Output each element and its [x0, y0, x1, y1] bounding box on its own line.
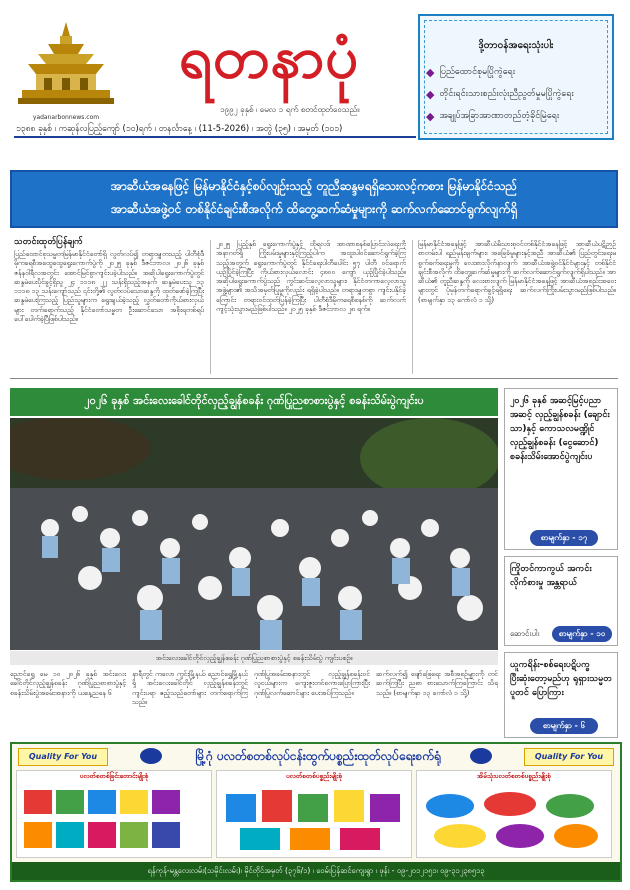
ad-panel-title: ပလတ်စတစ်ပစ္စည်းမျိုးစုံ — [285, 772, 343, 780]
company-logo-icon — [470, 748, 492, 764]
feature-column-1: ညောင်ရွှေ မေ ၁၀ ၂၀၂၆ ခုနှစ် အင်းလေးခေါင်တိုင်လှည့်ချွန်စခန်း ဂုဏ်ပြုညစာစားပွဲနှင့် စခန်းသိမ်းပွဲအခမ်းအနားကို ယနေ့ညနေ ၆ — [10, 670, 126, 697]
feature-column-3: ဂုဏ်ပြုအခမ်းအနားတွင် လှည့်ချွန်စခန်းဝင် လူငယ်များက ကျေးဇူးတင်စကားပြောကြားပြီး ဂုဏ်ပြုလက်ဆောင်များ ပေးအပ်ကြသည်။ — [254, 670, 370, 697]
slogan-item: ◆ အချုပ်အခြာအာဏာတည်တံ့ခိုင်မြဲရေး — [426, 110, 560, 123]
article-byline: သတင်းထုတ်ပြန်ချက် — [14, 237, 83, 247]
ad-title: မြို့ဂုံ ပလတ်စတစ်လုပ်ငန်းထွက်ပစ္စည်းထုတ်လုပ်ရေးစက်ရုံ — [195, 749, 441, 763]
feature-photo — [10, 418, 498, 650]
headline-text — [18, 175, 610, 221]
sidebar-box-2-text: ကြိုတင်ကာကွယ် အကင်းလိုက်စားမှု အန္တရာယ် — [510, 564, 592, 588]
column-divider — [210, 240, 211, 374]
feature-headline: ၂၀၂၆ ခုနှစ် အင်းလေးခေါင်တိုင်လှည့်ချွန်စခန်း ဂုဏ်ပြုညစာစားပွဲနှင့် စခန်းသိမ်းပွဲကျင်းပ — [84, 394, 424, 407]
article-column-1: ပြည်ထောင်စုသမ္မတမြန်မာနိုင်ငံတော်ရှိ လွတ်လပ်၍ တရားမျှတသည့် ပါတီစုံဒီမိုကရေစီအထွေထွေရွေးကောက်ပွဲကို ၂၀၂၅ ခုနှစ် ဒီဇင်ဘာလ၊ ၂၀၂၆ ခုနှစ် ဇန်နဝါရီလအတွင်း အောင်မြင်စွာကျင်းပခဲ့ပါသည်။ အဆိုပါရွေးကောက်ပွဲတွင် ဆန္ဒမဲပေးပိုင်ခွင့်ရှိသူ ၂၄ ၁၁၁၈ ၂၂ သန်းရှိသည့်အနက် ဆန္ဒမဲပေးသူ ၁၃ ၁၁၁၈ ၁၃ သန်းကျော်သည် ၎င်းတို့၏ လွတ်လပ်သောဆန္ဒကို ထုတ်ဖော်ခဲ့ကြပြီး ဆန္ဒမဲပေးကြသည့် ပြည်သူများက ရွေးချယ်ခဲ့သည့် လွှတ်တော်ကိုယ်စားလှယ်များ တက်ရောက်သည့် နိုင်ငံတော်သမ္မတ ဦးဆောင်သော အစိုးရတစ်ရပ် ပေါ်ပေါက်ခဲ့ပြီဖြစ်ပါသည်။ — [14, 250, 204, 324]
pagoda-emblem-icon — [14, 18, 118, 110]
slogan-item: ◆ တိုင်းရင်းသားစည်းလုံးညီညွတ်မှုမပြိုကွဲရေး — [426, 88, 574, 101]
ad-badge-right: Quality For You — [524, 748, 614, 766]
newspaper-title: ရတနာပုံ — [178, 23, 360, 91]
headline-line-1: အာဆီယံအနေဖြင့် မြန်မာနိုင်ငံနှင့်စပ်လျဉ်းသည့် တူညီဆန္ဒမရရှိသေးလင့်ကစား မြန်မာနိုင်ငံသည် — [110, 179, 518, 193]
diamond-bullet-icon: ◆ — [426, 110, 435, 123]
ad-panel-title: ပလတ်စတစ်ခြင်းတောင်းမျိုးစုံ — [79, 772, 149, 780]
containers-image — [220, 784, 408, 856]
slogan-title: ဒို့တာဝန်အရေးသုံးပါး — [478, 40, 554, 51]
founded-line: ၁၉၉၂ ခုနှစ် ၊ မေလ ၁ ရက် စတင်ထုတ်ဝေသည်။ — [220, 105, 360, 114]
household-items-image — [420, 784, 608, 856]
photo-caption: အင်းလေးခေါင်တိုင်လှည့်ချွန်စခန်း ဂုဏ်ပြုညစာစားပွဲနှင့် စခန်းသိမ်းပွဲ ကျင်းပစဉ်။ — [10, 651, 498, 665]
website-url: yadanarbonnews.com — [32, 114, 100, 121]
column-divider — [412, 240, 413, 374]
headline-line-2: အာဆီယံအဖွဲ့ဝင် တစ်နိုင်ငံချင်းစီအလိုက် ထိတွေ့ဆက်ဆံမှုများကို ဆက်လက်ဆောင်ရွက်လျက်ရှိ — [110, 202, 518, 216]
issue-info: ၁၃၈၈ ခုနှစ် ၊ ကဆုန်လပြည့်ကျော် (၁၀)ရက် ၊ တနင်္လာနေ့ ၊ (11-5-2026) ၊ အတွဲ (၃၅) ၊ အမှတ် (၁၀၁) — [16, 124, 343, 134]
diamond-bullet-icon: ◆ — [426, 88, 435, 101]
section-divider — [10, 378, 618, 379]
sidebar-box-3-text: ယူကရိန်း-စစ်ရေးပဋိပက္ခ ပြီးဆုံးတော့မည်ဟု ရုရှားသမ္မတ ပူတင် ပြောကြား — [510, 660, 612, 698]
article-column-2: ၂၀၂၅ ပြည့်နှစ် ရွေးကောက်ပွဲနှင့် ထိုရလဒ် အာဏာစနစ်ပြောင်းလဲရေးကို အနာဂတ်ရှိ ကြိုးပမ်းမှုများနှင့်ကြည့်ပါက အထူးပါဝင်ဆောင်ရွက်ခဲ့ကြသည့်အတွက် ရွေးကောက်ပွဲတွင် နိုင်ငံရေးပါတီပေါင်း ၅၇ ပါတီ ဝင်ရောက်ယှဉ်ပြိုင်ခဲ့ကြပြီး ကိုယ်စားလှယ်လောင်း ၄၈၀၀ ကျော် ယှဉ်ပြိုင်ခဲ့ပါသည်။ အဆိုပါရွေးကောက်ပွဲသည် ကွင်းဆင်းလေ့လာသူများ၊ နိုင်ငံတကာလေ့လာသူအဖွဲ့များ၏ အသိအမှတ်ပြုမှုကိုလည်း ရရှိခဲ့ပါသည်။ တရားမျှတစွာ ကျင်းပနိုင်ခဲ့ကြောင်း တရားဝင်ထုတ်ပြန်ခဲ့ကြပြီး ပါတီစုံဒီမိုကရေစီစနစ်ကို ဆက်လက်ကျင့်သုံးသွားမည်ဖြစ်ပါသည်။ ၂၀၂၅ ခုနှစ် ဒီဇင်ဘာလ ၂၈ ရက်။ — [216, 240, 406, 314]
masthead-divider — [14, 136, 416, 138]
article-column-3: မြန်မာနိုင်ငံအနေဖြင့် အာဆီယံမိသားစုဝင်တစ်နိုင်ငံအနေဖြင့် အာဆီယံပဋိဉာဉ်စာတမ်းပါ ရည်မှန်းချက်များ၊ အခြေခံမူများနှင့်အညီ အာဆီယံ၏ ပြည်တွင်းရေးမစွက်ဖက်ရေးမူကို လေးစားလိုက်နာလျက် အာဆီယံအဖွဲ့ဝင်နိုင်ငံများနှင့် တစ်နိုင်ငံချင်းစီအလိုက် ထိတွေ့ဆက်ဆံမှုများကို ဆက်လက်ဆောင်ရွက်လျက်ရှိပါသည်။ အာဆီယံ၏ တူညီဆန္ဒကို လေးစားလျက် မြန်မာနိုင်ငံအနေဖြင့် အာဆီယံအစည်းအဝေးများတွင် ပုံမှန်တက်ရောက်ခွင့်ရရှိရေး ဆက်လက်ကြိုးပမ်းသွားမည်ဖြစ်ပါသည်။ (စာမျက်နှာ ၁၃ ကော်လံ ၁ သို့) — [418, 240, 616, 304]
baskets-image — [20, 784, 208, 856]
page-link-button[interactable]: စာမျက်နှာ - ၁၀ — [552, 626, 612, 642]
ad-contact-footer: ရန်ကုန်-မန္တလေးလမ်း(သမိုင်းလမ်း)၊ မိုင်တိုင်အမှတ် (၃၇၆/၁) ၊ ဝေမ်းပြန်ဆင်ကျေးရွာ ၊ ဖုန်း - ၀၉-၂၀၁၂၁၅၁၊ ၀၉-၃၁၂၃၈၅၁၃ — [12, 862, 620, 880]
slogan-item: ◆ ပြည်ထောင်စုမပြိုကွဲရေး — [426, 66, 516, 79]
feature-column-4: ဆက်လက်၍ ဖျော်ဖြေရေး အစီအစဉ်များကို တင်ဆက်ကြပြီး ညစာ စားသောက်ကြကြောင်း သိရသည်။ (စာမျက်နှာ ၁၃ ကော်လံ ၁ သို့) — [376, 670, 498, 697]
ad-badge-left: Quality For You — [18, 748, 108, 766]
diamond-bullet-icon: ◆ — [426, 66, 435, 79]
page-link-button[interactable]: စာမျက်နှာ - ၁၇ — [530, 530, 598, 546]
feature-column-2: နာရီတွင် ကလော ကွင်းမြို့နယ် ညောင်ရွှေမြို့နယ်ရှိ အင်းလေးခေါင်တိုင် လှည့်ချွန်စခန်းတွင် ကျင်းပရာ ဧည့်သည်တော်များ တက်ရောက်ကြသည်။ — [132, 670, 248, 706]
ad-panel-title: အိမ်သုံးပလတ်စတစ်ပစ္စည်းမျိုးစုံ — [477, 772, 551, 780]
sidebar-box-2-label: ဆောင်းပါး — [510, 629, 540, 638]
page-link-button[interactable]: စာမျက်နှာ - ၆ — [530, 718, 598, 734]
company-logo-icon — [140, 748, 162, 764]
sidebar-box-1-text: ၂၀၂၆ ခုနှစ် အဆင့်မြင့်ပညာအဆင့် လှည့်ချွန်စခန်း (ချောင်းသာ)နှင့် ကောသလမဏ္ဍိုင် လှည့်ချွန်စခန်း (ငွေဆောင်) စခန်းသိမ်းအောင်ပွဲကျင်းပ — [510, 396, 610, 462]
